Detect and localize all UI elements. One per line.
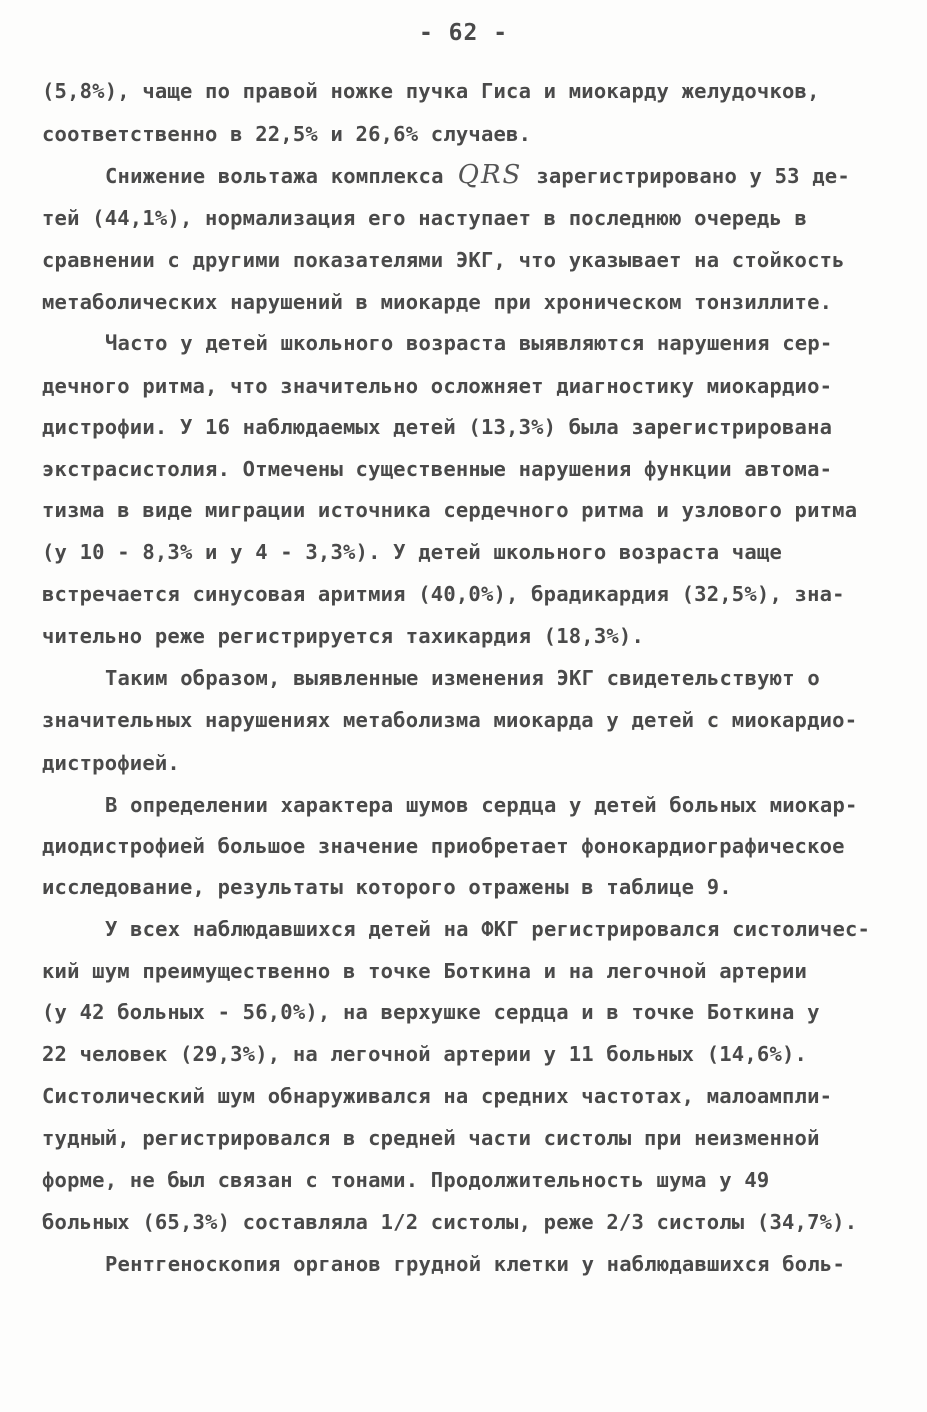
text-line: диодистрофией большое значение приобретает фонокардиографическое bbox=[42, 834, 845, 858]
text-line: чительно реже регистрируется тахикардия (18,3%). bbox=[42, 624, 645, 648]
text-line: кий шум преимущественно в точке Боткина и на легочной артерии bbox=[42, 959, 808, 983]
text-line: тизма в виде миграции источника сердечного ритма и узлового ритма bbox=[42, 498, 858, 522]
text-line: Рентгеноскопия органов грудной клетки у наблюдавшихся боль- bbox=[105, 1252, 845, 1276]
text-line: 22 человек (29,3%), на легочной артерии у 11 больных (14,6%). bbox=[42, 1042, 808, 1066]
text-fragment: Снижение вольтажа комплекса bbox=[105, 164, 444, 188]
text-line: соответственно в 22,5% и 26,6% случаев. bbox=[42, 122, 532, 146]
text-line: В определении характера шумов сердца у детей больных миокар- bbox=[105, 793, 858, 817]
text-line: метаболических нарушений в миокарде при хроническом тонзиллите. bbox=[42, 290, 833, 314]
text-line: У всех наблюдавшихся детей на ФКГ регистрировался систоличес- bbox=[105, 917, 871, 941]
text-line: Систолический шум обнаруживался на средних частотах, малоампли- bbox=[42, 1084, 833, 1108]
text-line: (у 10 - 8,3% и у 4 - 3,3%). У детей школьного возраста чаще bbox=[42, 540, 782, 564]
text-line: экстрасистолия. Отмечены существенные нарушения функции автома- bbox=[42, 457, 833, 481]
text-line: (у 42 больных - 56,0%), на верхушке сердца и в точке Боткина у bbox=[42, 1000, 820, 1024]
text-line bbox=[105, 160, 887, 191]
text-line: дистрофией. bbox=[42, 751, 180, 775]
text-line: дечного ритма, что значительно осложняет диагностику миокардио- bbox=[42, 374, 833, 398]
text-line: тудный, регистрировался в средней части систолы при неизменной bbox=[42, 1126, 820, 1150]
text-line: дистрофии. У 16 наблюдаемых детей (13,3%) была зарегистрирована bbox=[42, 415, 833, 439]
text-line: Таким образом, выявленные изменения ЭКГ свидетельствуют о bbox=[105, 666, 820, 690]
page-number: - 62 - bbox=[418, 20, 509, 46]
text-line: Часто у детей школьного возраста выявляются нарушения сер- bbox=[105, 331, 833, 355]
text-line: больных (65,3%) составляла 1/2 систолы, реже 2/3 систолы (34,7%). bbox=[42, 1210, 858, 1234]
text-line: (5,8%), чаще по правой ножке пучка Гиса и миокарду желудочков, bbox=[42, 79, 820, 103]
text-line: сравнении с другими показателями ЭКГ, что указывает на стойкость bbox=[42, 248, 845, 272]
text-line: значительных нарушениях метаболизма миокарда у детей с миокардио- bbox=[42, 708, 858, 732]
text-fragment: зарегистрировано у 53 де- bbox=[536, 164, 850, 188]
text-line: тей (44,1%), нормализация его наступает в последнюю очередь в bbox=[42, 206, 808, 230]
handwritten-term: QRS bbox=[457, 160, 523, 190]
text-line: форме, не был связан с тонами. Продолжительность шума у 49 bbox=[42, 1168, 770, 1192]
text-line: исследование, результаты которого отражены в таблице 9. bbox=[42, 875, 732, 899]
text-line: встречается синусовая аритмия (40,0%), брадикардия (32,5%), зна- bbox=[42, 582, 845, 606]
